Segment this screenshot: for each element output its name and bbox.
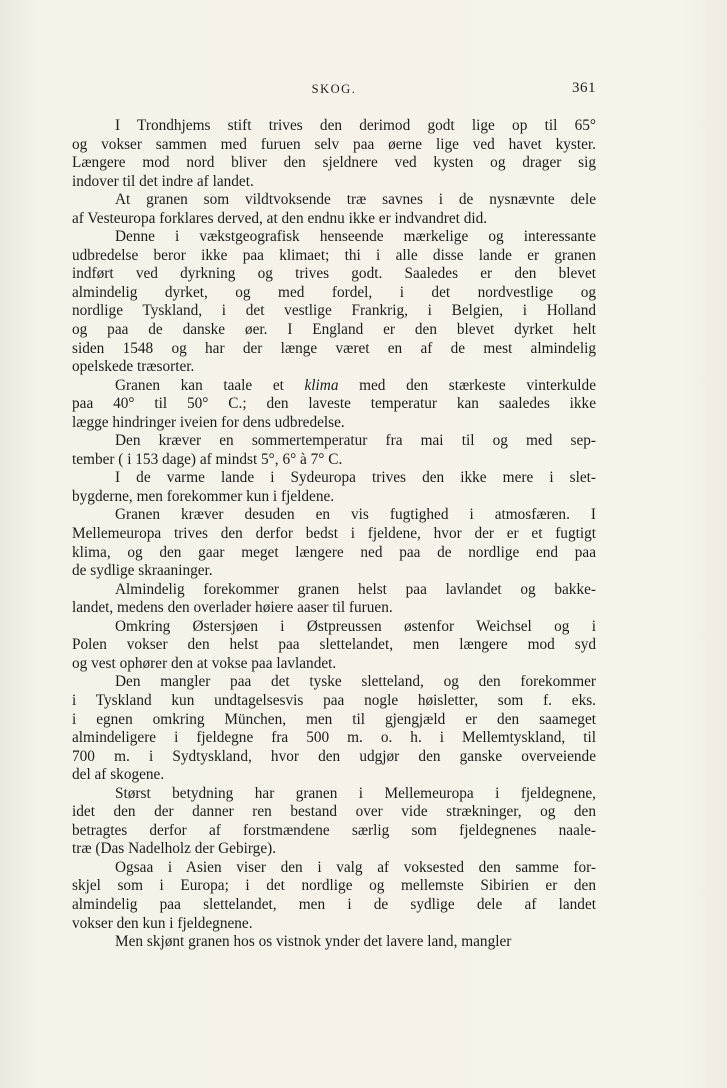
text-line: 700 m. i Sydtyskland, hvor den udgjør den ganske overveiende: [72, 747, 596, 765]
text-line: Almindelig forekommer granen helst paa lavlandet og bakke-: [115, 580, 596, 598]
text-line: og vest ophører den at vokse paa lavlandet.: [72, 654, 337, 672]
text-line: udbredelse beror ikke paa klimaet; thi i alle disse lande er granen: [72, 246, 596, 264]
text-line: de sydlige skraaninger.: [72, 562, 213, 580]
text-line: i egnen omkring München, men til gjengjæld er den saameget: [72, 710, 596, 728]
running-title: SKOG.: [311, 82, 357, 96]
text-line: træ (Das Nadelholz der Gebirge).: [72, 840, 277, 858]
text-line: siden 1548 og har der længe været en af de mest almindelig: [72, 339, 596, 357]
text-line: Denne i vækstgeografisk henseende mærkelige og interessante: [115, 228, 596, 246]
text-line: almindeligere i fjeldegne fra 500 m. o. h. i Mellemtyskland, til: [72, 729, 596, 747]
text-line: opelskede træsorter.: [72, 358, 195, 376]
text-line: af Vesteuropa forklares derved, at den endnu ikke er indvandret did.: [72, 209, 488, 227]
text-line: I Trondhjems stift trives den derimod godt lige op til 65°: [115, 117, 596, 134]
text-line: Men skjønt granen hos os vistnok ynder det lavere land, mangler: [115, 933, 512, 951]
text-line: indover til det indre af landet.: [72, 172, 254, 190]
text-line: landet, medens den overlader høiere aaser til furuen.: [72, 599, 393, 617]
text-line: Omkring Østersjøen i Østpreussen østenfor Weichsel og i: [115, 617, 596, 635]
text-line: idet den der danner ren bestand over vide strækninger, og den: [72, 803, 596, 821]
text-line: Granen kan taale et klima med den stærkeste vinterkulde: [115, 376, 596, 394]
text-line: del af skogene.: [72, 766, 165, 784]
body-text: [72, 117, 596, 952]
text-line: bygderne, men forekommer kun i fjeldene.: [72, 487, 335, 505]
text-line: nordlige Tyskland, i det vestlige Frankrig, i Belgien, i Holland: [72, 302, 596, 320]
text-line: betragtes derfor af forstmændene særlig som fjeldegnenes naale-: [72, 821, 596, 839]
text-line: Mellemeuropa trives den derfor bedst i fjeldene, hvor der er et fugtigt: [72, 525, 596, 543]
text-line: klima, og den gaar meget længere ned paa de nordlige end paa: [72, 543, 596, 561]
text-line: Den mangler paa det tyske sletteland, og den forekommer: [115, 673, 596, 691]
text-line: Længere mod nord bliver den sjeldnere ved kysten og drager sig: [72, 154, 596, 172]
text-line: og vokser sammen med furuen selv paa øerne lige ved havet kyster.: [72, 135, 596, 153]
text-line: Polen vokser den helst paa slettelandet, men længere mod syd: [72, 636, 596, 654]
text-line: I de varme lande i Sydeuropa trives den ikke mere i slet-: [115, 469, 596, 487]
text-line: almindelig dyrket, og med fordel, i det nordvestlige og: [72, 283, 596, 301]
text-line: skjel som i Europa; i det nordlige og mellemste Sibirien er den: [72, 877, 596, 895]
text-line: lægge hindringer iveien for dens udbredelse.: [72, 413, 345, 431]
page-header: [72, 80, 596, 100]
text-line: paa 40° til 50° C.; den laveste temperatur kan saaledes ikke: [72, 395, 596, 413]
text-line: Den kræver en sommertemperatur fra mai til og med sep-: [115, 432, 596, 450]
text-line: Størst betydning har granen i Mellemeuropa i fjeldegnene,: [115, 784, 596, 802]
text-line: vokser den kun i fjeldegnene.: [72, 914, 253, 932]
text-line: At granen som vildtvoksende træ savnes i de nysnævnte dele: [115, 191, 596, 209]
text-line: Ogsaa i Asien viser den i valg af voksested den samme for-: [115, 858, 596, 876]
text-line: og paa de danske øer. I England er den blevet dyrket helt: [72, 321, 596, 339]
text-line: i Tyskland kun undtagelsesvis paa nogle høisletter, som f. eks.: [72, 691, 596, 709]
text-line: tember ( i 153 dage) af mindst 5°, 6° à 7° C.: [72, 450, 343, 468]
page-number: 361: [572, 80, 596, 96]
text-line: Granen kræver desuden en vis fugtighed i atmosfæren. I: [115, 506, 596, 524]
text-line: indført ved dyrkning og trives godt. Saaledes er den blevet: [72, 265, 596, 283]
text-line: almindelig paa slettelandet, men i de sydlige dele af landet: [72, 895, 596, 913]
